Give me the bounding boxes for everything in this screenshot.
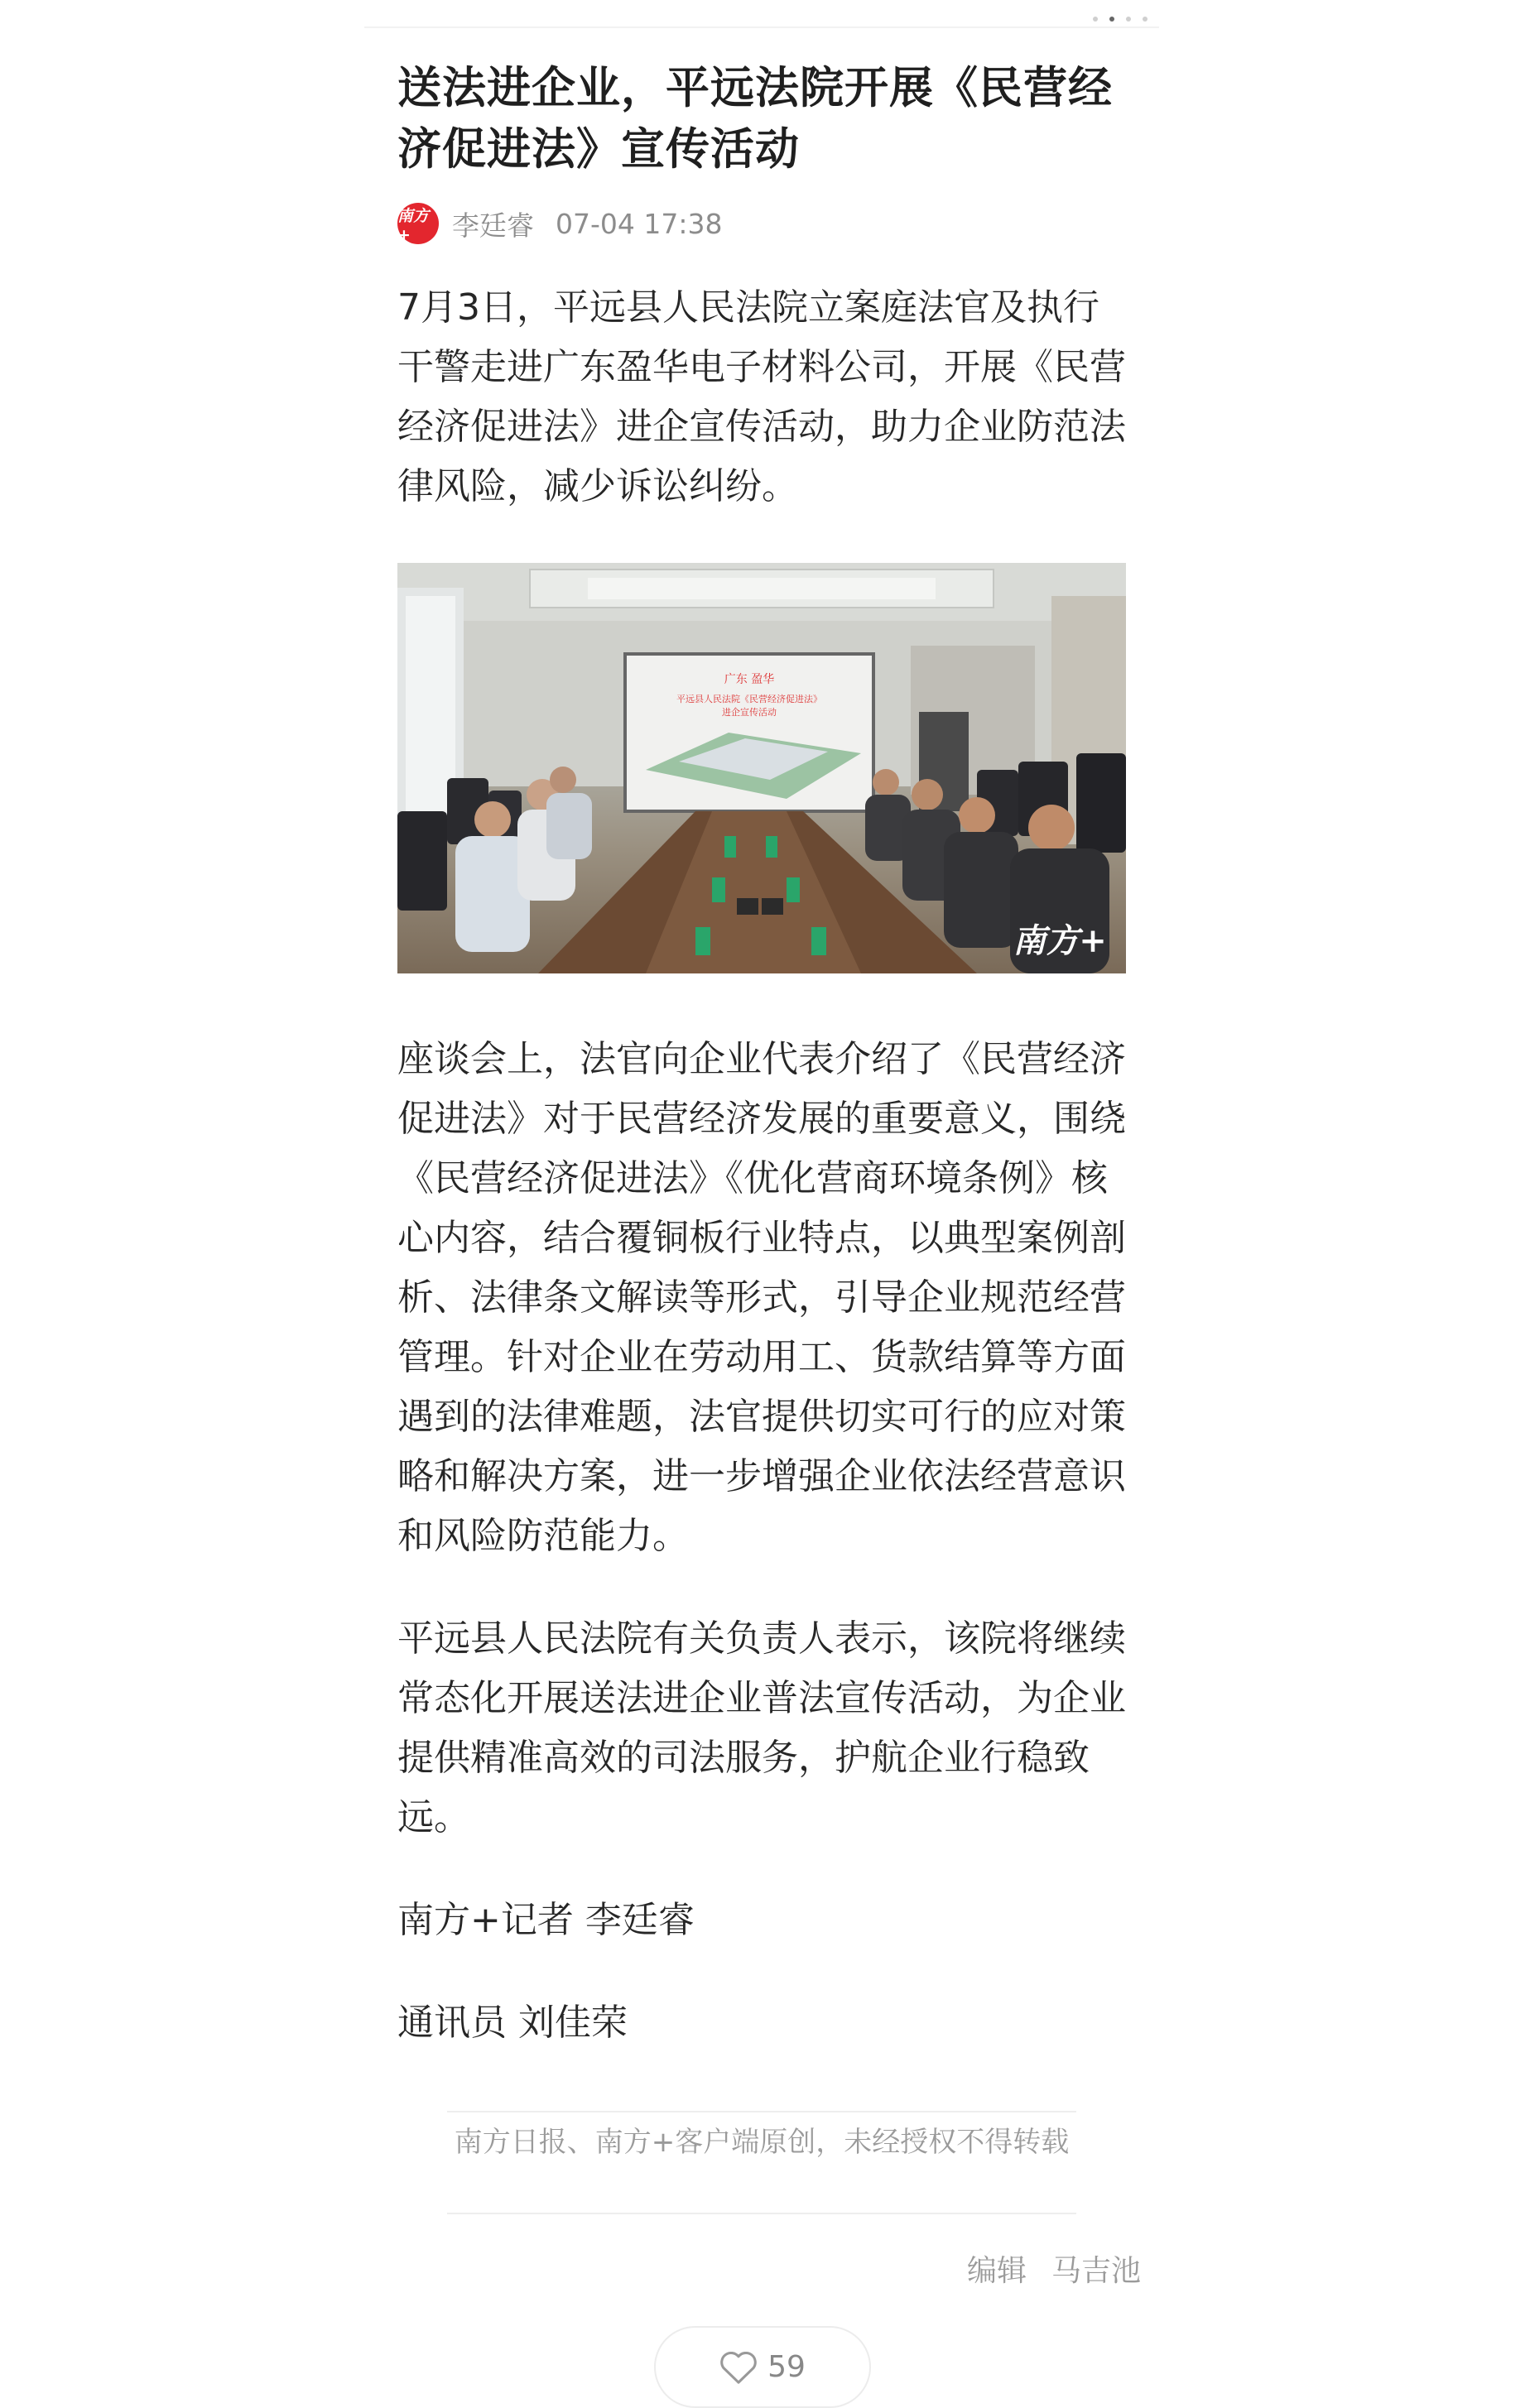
heart-icon [719, 2351, 758, 2384]
publish-time: 07-04 17:38 [556, 207, 723, 240]
screen-line-2: 进企宣传活动 [722, 707, 777, 718]
photo-watermark: 南方+ [1013, 921, 1107, 960]
copyright-notice: 南方日报、南方+客户端原创，未经授权不得转载 [447, 2111, 1076, 2214]
screen-brand: 广东 盈华 [724, 673, 775, 686]
screen-line-1: 平远县人民法院《民营经济促进法》 [676, 694, 822, 704]
article-photo[interactable] [397, 563, 1126, 973]
article [397, 58, 1126, 2053]
editor-credit [967, 2247, 1141, 2290]
paragraph-2: 座谈会上，法官向企业代表介绍了《民营经济促进法》对于民营经济发展的重要意义，围绕《民营经济促进法》《优化营商环境条例》核心内容，结合覆铜板行业特点，以典型案例剖析、法律条文解读等形式，引导企业规范经营管理。针对企业在劳动用工、货款结算等方面遇到的法律难题，法官提供切实可行的应对策略和解决方案，进一步增强企业依法经营意识和风险防范能力。 [397, 1038, 1126, 1557]
reporter-line: 南方+记者 李廷睿 [397, 1899, 695, 1941]
article-meta [397, 202, 1126, 245]
indicator-dot [1093, 17, 1098, 22]
top-bar [364, 0, 1159, 28]
indicator-dot [1143, 17, 1148, 22]
like-count: 59 [767, 2350, 806, 2384]
paragraph-3: 平远县人民法院有关负责人表示，该院将继续常态化开展送法进企业普法宣传活动，为企业提供精准高效的司法服务，护航企业行稳致远。 [397, 1617, 1126, 1838]
correspondent-line: 通讯员 刘佳荣 [397, 2002, 628, 2044]
editor-name: 马吉池 [1051, 2254, 1141, 2288]
meeting-room-photo [397, 563, 1126, 973]
indicator-dot-active [1109, 17, 1114, 22]
like-button[interactable] [654, 2326, 871, 2408]
editor-label: 编辑 [966, 2254, 1027, 2288]
page-indicator-dots [1093, 17, 1148, 22]
indicator-dot [1126, 17, 1131, 22]
paragraph-1: 7月3日，平远县人民法院立案庭法官及执行干警走进广东盈华电子材料公司，开展《民营经济促进法》进企宣传活动，助力企业防范法律风险，减少诉讼纠纷。 [397, 286, 1126, 507]
author-name[interactable]: 李廷睿 [452, 209, 534, 242]
source-logo[interactable]: 南方+ [397, 203, 439, 244]
article-title: 送法进企业，平远法院开展《民营经济促进法》宣传活动 [397, 63, 1113, 175]
